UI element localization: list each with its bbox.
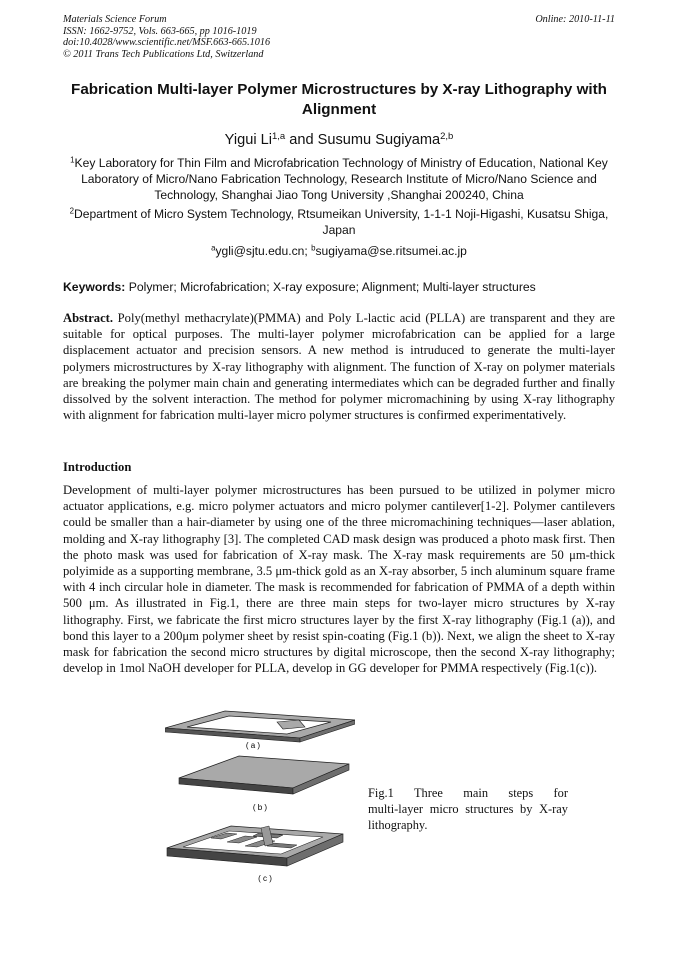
figure-1-illustration xyxy=(165,708,355,888)
affiliation-2-text: Department of Micro System Technology, Rtsumeikan University, 1-1-1 Noji-Higashi, Kusatsu Shiga, Japan xyxy=(74,207,609,237)
fig-label-a: ( a ) xyxy=(245,741,261,750)
affiliation-1-text: Key Laboratory for Thin Film and Microfabrication Technology of Ministry of Education, National Key Laboratory of Micro/Nano Fabrication Technology, Research Institute of Micro/Nano Science and Technology, Shanghai Jiao Tong University ,Shanghai 200240, China xyxy=(74,156,608,202)
author-conjunction: and xyxy=(285,132,318,148)
abstract-text: Poly(methyl methacrylate)(PMMA) and Poly L-lactic acid (PLLA) are transparent and they are suitable for optical purposes. The multi-layer polymer microfabrication can be applied for a large displacement actuator and precision sensors. A new method is intruduced to generate the multi-layer polymers microstructures by X-ray lithography with alignment. The function of X-ray on polymer materials are breaking the polymer main chain and generating intermediates which can be degraded further and finally dissolved by the solvent interaction. The method for polymer micromachining by using X-ray lithography with alignment for fabrication multi-layer micro polymer structures is confirmed experimentatively. xyxy=(63,311,615,423)
email-b[interactable]: sugiyama@se.ritsumei.ac.jp xyxy=(315,244,467,258)
author-2-sup: 2,b xyxy=(440,130,454,142)
journal-name: Materials Science Forum xyxy=(63,14,167,25)
introduction-text: Development of multi-layer polymer microstructures has been pursued to be utilized in polymer micro actuator applications, e.g. micro polymer actuators and micro polymer cantilever[1-2]. Polymer cantilevers could be smaller than a hair-diameter by using one of the three micromachining techniques—laser ablation, molding and X-ray lithography [3]. The completed CAD mask design was produced a photo mask first. Then the photo mask was used for fabrication of X-ray mask. The X-ray mask requirements are 50 μm-thick polyimide as a supporting membrane, 3.5 μm-thick gold as an X-ray absorber, 5 inch aluminum square frame with 4 inch circular hole in diameter. The mask is recommended for fabrication of PMMA of a depth within 500 μm. As illustrated in Fig.1, there are three main steps for two-layer micro structures by X-ray lithography. First, we fabricate the first micro structures layer by the first X-ray lithography (Fig.1 (a)), and bond this layer to a 200μm polymer sheet by resist spin-coating (Fig.1 (b)). Next, we align the sheet to X-ray mask for fabrication the second micro structures by digital microscope, then the second X-ray lithography; develop in 1mol NaOH developer for PLLA, develop in GG developer for PMMA respectively (Fig.1(c)). xyxy=(63,483,615,676)
affiliation-2-sup: 2 xyxy=(69,206,74,216)
doi-line: doi:10.4028/www.scientific.net/MSF.663-665.1016 xyxy=(63,37,271,49)
fig-label-b: ( b ) xyxy=(252,803,268,812)
affiliation-1-sup: 1 xyxy=(70,155,75,165)
page-header xyxy=(63,14,615,60)
email-line xyxy=(63,243,615,259)
affiliation-1 xyxy=(63,155,615,203)
introduction-heading: Introduction xyxy=(63,460,132,474)
fig-1a-frame xyxy=(165,711,355,742)
copyright-line: © 2011 Trans Tech Publications Ltd, Switzerland xyxy=(63,48,264,60)
figure-1-caption: Fig.1 Three main steps for multi-layer micro structures by X-ray lithography. xyxy=(368,786,572,833)
author-2: Susumu Sugiyama xyxy=(317,132,441,148)
abstract xyxy=(63,310,615,423)
keywords-text: Polymer; Microfabrication; X-ray exposure; Alignment; Multi-layer structures xyxy=(125,280,536,294)
keywords-label: Keywords: xyxy=(63,280,126,294)
author-1-sup: 1,a xyxy=(271,130,286,142)
issn-line: ISSN: 1662-9752, Vols. 663-665, pp 1016-1019 xyxy=(63,25,257,37)
abstract-label: Abstract. xyxy=(63,311,114,325)
email-a[interactable]: ygli@sjtu.edu.cn; xyxy=(215,244,312,258)
fig-1b-sheet xyxy=(179,756,349,794)
author-line xyxy=(63,131,615,149)
fig-label-c: ( c ) xyxy=(258,874,272,883)
email-b-sup: b xyxy=(311,243,316,253)
online-date: Online: 2010-11-11 xyxy=(535,14,615,25)
fig-1c-structure xyxy=(167,826,343,866)
affiliation-2 xyxy=(63,206,615,238)
keywords xyxy=(63,279,615,295)
author-1: Yigui Li xyxy=(224,132,272,148)
paper-title: Fabrication Multi-layer Polymer Microstructures by X-ray Lithography with Alignment xyxy=(71,81,607,118)
email-a-sup: a xyxy=(211,243,216,253)
